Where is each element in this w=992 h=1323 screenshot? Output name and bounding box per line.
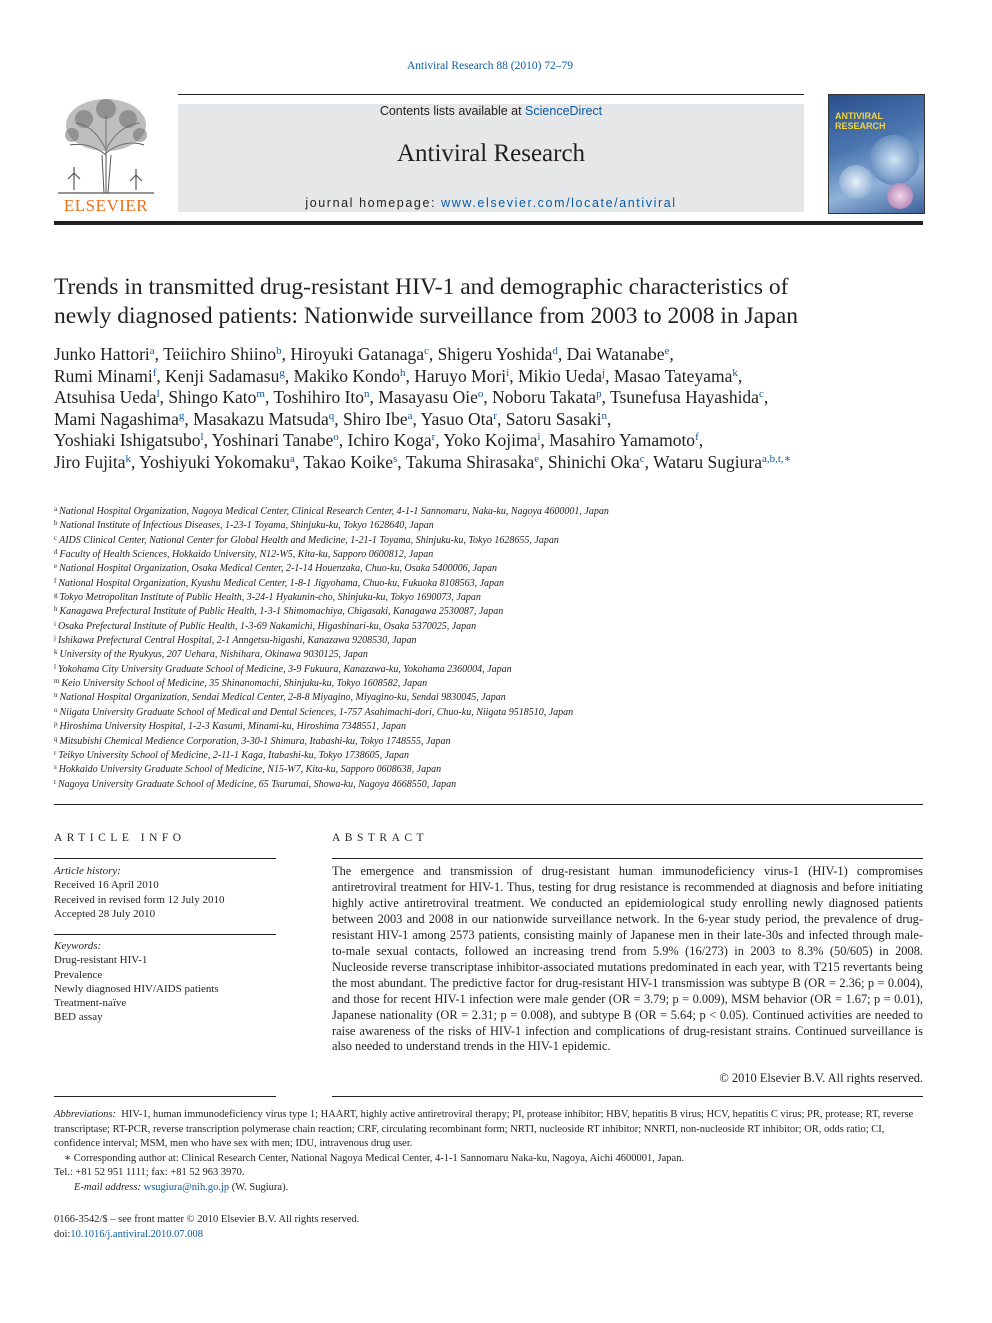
author-affiliation-marker[interactable]: f [152, 366, 157, 379]
author-affiliation-marker[interactable]: i [537, 431, 541, 444]
affiliation-item [54, 548, 924, 562]
email-note [54, 1181, 923, 1196]
affiliation-marker: r [54, 748, 57, 757]
author-name: Tsunefusa Hayashida [610, 387, 759, 408]
author-name: Jiro Fujita [54, 451, 126, 472]
keywords-label: Keywords: [54, 940, 102, 952]
author-name: Atsuhisa Ueda [54, 387, 157, 408]
author-name: Junko Hattori [54, 344, 150, 364]
author-affiliation-marker[interactable]: a [149, 345, 155, 357]
author-name: Rumi Minami [54, 365, 153, 386]
homepage-line [178, 196, 804, 210]
author-line: Jiro Fujita$^k$, Yoshiyuki Yokomaku$^a$, Takao Koike$^s$, Takuma Shirasaka$^e$, Shinichi Oka$^c$, Wataru Sugiura$^{a,b,t,∗}$ [54, 451, 792, 472]
affiliation-item [54, 691, 924, 705]
front-matter [54, 1212, 654, 1242]
author-line: Junko Hattori$^a$, Teiichiro Shiino$^b$, Hiroyuki Gatanaga$^c$, Shigeru Yoshida$^d$, Dai Watanabe$^e$, [54, 344, 674, 364]
affiliation-text: Ishikawa Prefectural Central Hospital, 2-1 Anngetsu-higashi, Kanazawa 9208530, Japan [57, 635, 417, 647]
author-affiliation-marker[interactable]: c [758, 388, 764, 401]
author-name: Masayasu Oie [378, 387, 478, 408]
author-name: Noboru Takata [492, 387, 597, 408]
abstract-heading: ABSTRACT [332, 832, 429, 844]
author-name: Satoru Sasaki [505, 408, 602, 429]
affiliation-item [54, 577, 924, 591]
affiliation-text: National Hospital Organization, Nagoya Medical Center, Clinical Research Center, 4-1-1 Sannomaru, Naka-ku, Nagoya 4600001, Japan [59, 506, 609, 517]
author-name: Yoko Kojima [443, 430, 538, 451]
telephone-note: Tel.: +81 52 951 1111; fax: +81 52 963 3970. [54, 1167, 245, 1179]
homepage-prefix: journal homepage: [305, 196, 442, 210]
abbreviations-note [54, 1108, 923, 1152]
author-name: Dai Watanabe [566, 344, 665, 364]
affiliation-text: National Hospital Organization, Kyushu Medical Center, 1-8-1 Jigyohama, Chuo-ku, Fukuoka 8108563, Japan [58, 577, 505, 589]
affiliation-text: University of the Ryukyus, 207 Uehara, Nishihara, Okinawa 9030125, Japan [59, 649, 368, 661]
keyword-item: BED assay [54, 1011, 103, 1024]
author-affiliation-marker[interactable]: g [279, 366, 285, 379]
affiliation-text: National Hospital Organization, Sendai Medical Center, 2-8-8 Miyagino, Miyagino-ku, Sendai 9830045, Japan [59, 692, 506, 704]
affiliation-marker: i [54, 619, 56, 628]
affiliation-text: Faculty of Health Sciences, Hokkaido University, N12-W5, Kita-ku, Sapporo 0600812, Japan [59, 549, 434, 561]
history-item: Received 16 April 2010 [54, 879, 159, 892]
abbreviations-label: Abbreviations: [54, 1109, 117, 1120]
affiliations-rule [54, 804, 923, 805]
abstract-top-rule [332, 858, 923, 859]
author-line: Mami Nagashima$^g$, Masakazu Matsuda$^q$, Shiro Ibe$^a$, Yasuo Ota$^r$, Satoru Sasaki$^n$, [54, 408, 612, 429]
author-affiliation-marker[interactable]: q [328, 409, 335, 422]
author-affiliation-marker[interactable]: k [125, 452, 131, 465]
affiliation-list [54, 505, 924, 792]
author-name: Masahiro Yamamoto [549, 430, 696, 451]
affiliation-text: Kanagawa Prefectural Institute of Public Health, 1-3-1 Shimomachiya, Chigasaki, Kanagawa 2530087, Japan [59, 606, 504, 618]
author-name: Ichiro Koga [347, 430, 432, 451]
affiliation-text: Osaka Prefectural Institute of Public Health, 1-3-69 Nakamichi, Higashinari-ku, Osaka 5370025, Japan [57, 620, 477, 632]
keyword-item: Prevalence [54, 968, 103, 981]
author-name: Teiichiro Shiino [163, 344, 277, 364]
author-name: Takao Koike [303, 451, 393, 472]
author-name: Makiko Kondo [293, 365, 401, 386]
keyword-item: Newly diagnosed HIV/AIDS patients [54, 982, 219, 995]
author-affiliation-marker[interactable]: i [506, 366, 510, 379]
affiliation-text: Tokyo Metropolitan Institute of Public Health, 3-24-1 Hyakunin-cho, Shinjuku-ku, Tokyo 1690073, Japan [59, 592, 481, 604]
author-affiliation-marker[interactable]: a [407, 409, 413, 422]
affiliation-marker: d [54, 548, 58, 557]
author-affiliation-marker[interactable]: b [276, 345, 282, 357]
author-name: Shigeru Yoshida [437, 344, 553, 364]
affiliation-text: National Hospital Organization, Osaka Medical Center, 2-1-14 Houenzaka, Chuo-ku, Osaka 5400006, Japan [59, 563, 498, 575]
author-affiliation-marker[interactable]: l [156, 388, 160, 401]
article-history [54, 864, 276, 921]
author-affiliation-marker[interactable]: p [596, 388, 602, 401]
affiliation-marker: k [54, 648, 58, 657]
doi-line [54, 1227, 654, 1242]
author-name: Yoshiaki Ishigatsubo [54, 430, 201, 451]
affiliation-marker: a [54, 505, 58, 513]
keywords-rule [54, 1096, 276, 1097]
author-affiliation-marker[interactable]: o [333, 431, 339, 444]
affiliation-item [54, 706, 924, 720]
affiliation-marker: m [54, 677, 60, 686]
keywords [54, 939, 276, 1025]
author-line: Rumi Minami$^f$, Kenji Sadamasu$^g$, Makiko Kondo$^h$, Haruyo Mori$^i$, Mikio Ueda$^j$, Masao Tateyama$^k$, [54, 365, 743, 386]
journal-cover-image [828, 94, 925, 214]
author-name: Toshihiro Ito [273, 387, 365, 408]
author-name: Shiro Ibe [343, 408, 408, 429]
affiliation-item [54, 720, 924, 734]
author-affiliation-marker[interactable]: m [256, 388, 265, 401]
cover-virus-shape [869, 135, 919, 185]
author-affiliation-marker[interactable]: f [695, 431, 699, 444]
author-name: Haruyo Mori [414, 365, 507, 386]
history-rule [54, 934, 276, 935]
cover-virus-shape [887, 183, 913, 209]
affiliation-item [54, 749, 924, 763]
email-link[interactable]: wsugiura@nih.go.jp [143, 1181, 230, 1193]
keyword-item: Treatment-naïve [54, 997, 127, 1010]
history-item: Accepted 28 July 2010 [54, 907, 156, 920]
affiliation-text: Keio University School of Medicine, 35 Shinanomachi, Shinjuku-ku, Tokyo 1608582, Japan [61, 678, 428, 690]
footnotes [54, 1108, 923, 1196]
affiliation-item [54, 519, 924, 533]
author-affiliation-marker[interactable]: c [639, 452, 645, 465]
sciencedirect-link[interactable]: ScienceDirect [525, 104, 603, 118]
affiliation-marker: l [54, 662, 56, 671]
author-name: Yasuo Ota [420, 408, 494, 429]
author-affiliation-marker[interactable]: n [601, 409, 607, 422]
author-affiliation-marker[interactable]: a [290, 452, 295, 465]
author-affiliation-marker[interactable]: j [602, 366, 606, 379]
affiliation-item [54, 605, 924, 619]
affiliation-item [54, 591, 924, 605]
author-name: Masao Tateyama [613, 365, 733, 386]
author-affiliation-marker[interactable]: h [400, 366, 406, 379]
article-title [54, 273, 934, 331]
affiliation-item [54, 562, 924, 576]
author-name: Takuma Shirasaka [405, 451, 535, 472]
affiliation-text: Nagoya University Graduate School of Medicine, 65 Tsurumai, Showa-ku, Nagoya 4668550, Japan [57, 778, 457, 790]
elsevier-wordmark: ELSEVIER [63, 196, 149, 215]
affiliation-item [54, 663, 924, 677]
affiliation-item [54, 778, 924, 792]
author-affiliation-marker[interactable]: d [552, 345, 558, 357]
journal-reference[interactable]: Antiviral Research 88 (2010) 72–79 [406, 60, 574, 72]
abstract-copyright: © 2010 Elsevier B.V. All rights reserved. [719, 1071, 923, 1085]
affiliation-item [54, 763, 924, 777]
contents-prefix: Contents lists available at [379, 104, 526, 118]
author-affiliation-marker[interactable]: r [431, 431, 436, 444]
cover-virus-shape [839, 165, 873, 199]
history-item: Received in revised form 12 July 2010 [54, 893, 225, 906]
affiliation-text: Yokohama City University Graduate School of Medicine, 3-9 Fukuura, Kanazawa-ku, Yokohama 2360004, Japan [57, 663, 512, 675]
article-title-line: Trends in transmitted drug-resistant HIV-1 and demographic characteristics of [54, 274, 789, 300]
affiliation-marker: h [54, 605, 58, 614]
history-label: Article history: [54, 865, 121, 877]
affiliation-text: Hiroshima University Hospital, 1-2-3 Kasumi, Minami-ku, Hiroshima 7348551, Japan [59, 721, 406, 733]
affiliation-item [54, 534, 924, 548]
abstract-bottom-rule [332, 1096, 923, 1097]
article-info-rule [54, 858, 276, 859]
author-affiliation-marker[interactable]: g [178, 409, 185, 422]
author-affiliation-marker[interactable]: a,b,t,∗ [761, 452, 792, 465]
author-list [54, 344, 934, 474]
affiliation-marker: n [54, 691, 58, 700]
author-affiliation-marker[interactable]: n [364, 388, 370, 401]
affiliation-marker: g [54, 591, 58, 600]
affiliation-text: Mitsubishi Chemical Medience Corporation, 3-30-1 Shimura, Itabashi-ku, Tokyo 1748555, Japan [59, 735, 451, 747]
author-affiliation-marker[interactable]: e [534, 452, 540, 465]
author-line: Yoshiaki Ishigatsubo$^l$, Yoshinari Tanabe$^o$, Ichiro Koga$^r$, Yoko Kojima$^i$, Masahiro Yamamoto$^f$, [54, 430, 704, 451]
header-bottom-rule [54, 221, 923, 225]
affiliation-text: National Institute of Infectious Diseases, 1-23-1 Toyama, Shinjuku-ku, Tokyo 1628640, Japan [59, 520, 434, 532]
affiliation-item [54, 735, 924, 749]
affiliation-item [54, 634, 924, 648]
author-affiliation-marker[interactable]: o [477, 388, 484, 401]
doi-link[interactable]: 10.1016/j.antiviral.2010.07.008 [70, 1229, 204, 1240]
article-title-line: newly diagnosed patients: Nationwide surveillance from 2003 to 2008 in Japan [54, 303, 799, 329]
author-affiliation-marker[interactable]: c [423, 345, 429, 357]
abstract-body: The emergence and transmission of drug-resistant human immunodeficiency virus-1 (HIV-1) compromises antiretroviral treatment for HIV-1. Thus, testing for drug resistance is recommended at diagnosis and before initiating highly active antiretroviral treatment. We conducted an epidemiological study enrolling newly diagnosed patients between 2003 and 2008 in our nationwide surveillance network. In the 6-year study period, the prevalence of drug-resistant HIV-1 among 2573 patients, consisting mainly of Japanese men in their late-30s and infected through male-to-male sexual contacts, followed an increasing trend from 5.9% (16/273) in 2003 to 8.3% (50/605) in 2008. Nucleoside reverse transcriptase inhibitor-associated mutations predominated in each year, with T215 revertants being the most abundant. The predictive factor for drug-resistant HIV-1 transmission was subtype B (OR = 2.36; p = 0.004), and those for recent HIV-1 infection were male gender (OR = 3.79; p = 0.009), MSM behavior (OR = 1.67; p = 0.01), Japanese nationality (OR = 2.31; p = 0.008), and subtype B (OR = 5.64; p < 0.05). Continued activities are needed to raise awareness of the risks of HIV-1 infection and complications of drug-resistant strains. Continued surveillance is also needed to understand trends in the HIV-1 epidemic. [332, 864, 923, 1054]
author-line: Atsuhisa Ueda$^l$, Shingo Kato$^m$, Toshihiro Ito$^n$, Masayasu Oie$^o$, Noboru Takata$^p$, Tsunefusa Hayashida$^c$, [54, 387, 769, 408]
author-name: Masakazu Matsuda [193, 408, 329, 429]
affiliation-marker: b [54, 519, 58, 528]
journal-title: Antiviral Research [396, 140, 586, 167]
affiliation-marker: e [54, 562, 58, 571]
email-label: E-mail address: [74, 1181, 141, 1193]
doi-prefix: doi: [54, 1229, 71, 1240]
affiliation-item [54, 677, 924, 691]
affiliation-marker: t [54, 777, 56, 786]
contents-line [178, 104, 804, 118]
keyword-item: Drug-resistant HIV-1 [54, 954, 148, 967]
affiliation-text: Niigata University Graduate School of Medical and Dental Sciences, 1-757 Asahimachi-dori, Chuo-ku, Niigata 9518510, Japan [59, 706, 574, 718]
affiliation-marker: s [54, 763, 57, 772]
header-top-rule [178, 94, 804, 95]
affiliation-item [54, 620, 924, 634]
author-name: Mami Nagashima [54, 408, 179, 429]
abbreviations-text: HIV-1, human immunodeficiency virus type 1; HAART, highly active antiretroviral therapy; PI, protease inhibitor; HBV, hepatitis B virus; HCV, hepatitis C virus; PR, protease; RT, reverse transcriptase; RT-PCR, reverse transcription polymerase chain reaction; CRF, circulating recombinant form; NRTI, nucleoside RT inhibitor; NNRTI, non-nucleoside RT inhibitor; OR, odds ratio; CI, confidence interval; MSM, men who have sex with men; IDU, intravenous drug user. [54, 1109, 914, 1150]
author-affiliation-marker[interactable]: l [200, 431, 204, 444]
affiliation-marker: p [54, 720, 58, 729]
article-info-heading: ARTICLE INFO [54, 832, 186, 844]
author-name: Kenji Sadamasu [165, 365, 280, 386]
author-name: Hiroyuki Gatanaga [290, 344, 424, 364]
corresponding-author-note: ∗ Corresponding author at: Clinical Research Center, National Nagoya Medical Center, 4-1-1 Sannomaru Naka-ku, Nagoya, Aichi 4600001, Japan. [64, 1152, 685, 1164]
issn-line: 0166-3542/$ – see front matter © 2010 Elsevier B.V. All rights reserved. [54, 1214, 360, 1225]
author-affiliation-marker[interactable]: s [392, 452, 398, 465]
affiliation-text: Teikyo University School of Medicine, 2-11-1 Kaga, Itabashi-ku, Tokyo 1738605, Japan [58, 749, 410, 761]
author-name: Yoshinari Tanabe [211, 430, 334, 451]
affiliation-marker: q [54, 734, 58, 743]
author-affiliation-marker[interactable]: k [732, 366, 738, 379]
affiliation-marker: f [54, 576, 57, 585]
author-affiliation-marker[interactable]: e [664, 345, 670, 357]
affiliation-marker: j [54, 634, 56, 643]
homepage-link[interactable]: www.elsevier.com/locate/antiviral [441, 196, 677, 210]
affiliation-item [54, 648, 924, 662]
author-name: Mikio Ueda [517, 365, 603, 386]
author-affiliation-marker[interactable]: r [493, 409, 497, 422]
affiliation-text: Hokkaido University Graduate School of Medicine, N15-W7, Kita-ku, Sapporo 0608638, Japan [58, 764, 442, 776]
affiliation-marker: o [54, 705, 58, 714]
author-name: Yoshiyuki Yokomaku [139, 451, 290, 472]
author-name: Shingo Kato [168, 387, 257, 408]
author-name: Shinichi Oka [547, 451, 640, 472]
affiliation-text: AIDS Clinical Center, National Center for Global Health and Medicine, 1-21-1 Toyama, Shinjuku-ku, Tokyo 1628655, Japan [59, 534, 559, 546]
affiliation-item [54, 505, 924, 519]
affiliation-marker: c [54, 533, 58, 542]
cover-title: ANTIVIRAL RESEARCH [835, 111, 886, 131]
email-suffix: (W. Sugiura). [229, 1181, 289, 1193]
author-name: Wataru Sugiura [653, 451, 762, 472]
